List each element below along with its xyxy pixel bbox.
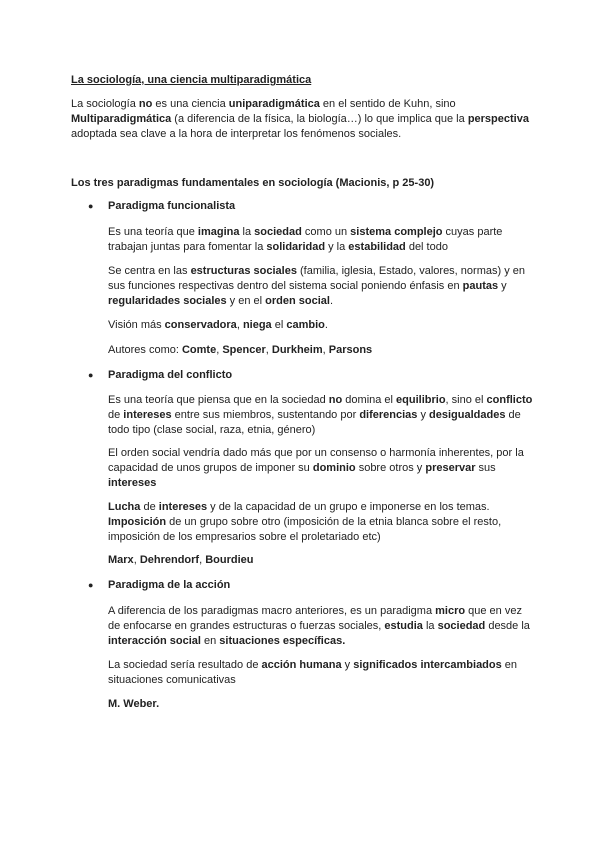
funcionalista-title: Paradigma funcionalista (108, 200, 236, 212)
bold-text: intereses (123, 409, 172, 421)
accion-paragraph-2 (108, 658, 533, 688)
text-run: y en el (226, 295, 266, 307)
text-run: Es una teoría que piensa que en la sociedad (108, 394, 329, 406)
bold-text: conflicto (486, 394, 533, 406)
bold-text: solidaridad (266, 241, 326, 253)
bold-text: estabilidad (348, 241, 406, 253)
bold-text: sistema complejo (350, 226, 443, 238)
text-run: en (200, 635, 220, 647)
funcionalista-paragraph-1 (108, 225, 533, 255)
bold-text: interacción social (108, 635, 201, 647)
text-run: de un grupo sobre otro (imposición de la etnia blanca sobre el resto, imposición de los empresarios sobre el proletariado etc) (108, 516, 502, 543)
bold-text: no (138, 98, 153, 110)
bold-text: pautas (462, 280, 499, 292)
bold-text: imagina (197, 226, 240, 238)
bold-text: situaciones específicas. (219, 635, 346, 647)
text-run: , (133, 554, 140, 566)
funcionalista-paragraph-3 (108, 318, 533, 333)
bold-text: Bourdieu (205, 554, 254, 566)
bold-text: perspectiva (467, 113, 529, 125)
text-run: Se centra en las (108, 265, 191, 277)
bold-text: intereses (158, 501, 208, 513)
bold-text: regularidades sociales (108, 295, 227, 307)
bold-text: uniparadigmática (228, 98, 320, 110)
bold-text: niega (242, 319, 272, 331)
text-run: A diferencia de los paradigmas macro anteriores, es un paradigma (108, 605, 436, 617)
bold-text: preservar (425, 462, 476, 474)
text-run: del todo (405, 241, 448, 253)
accion-paragraph-1 (108, 604, 533, 649)
text-run: la (239, 226, 255, 238)
bold-text: sociedad (437, 620, 486, 632)
bullet-icon: ● (88, 580, 94, 590)
text-run: de (108, 409, 124, 421)
bold-text: acción humana (261, 659, 342, 671)
text-run: como un (301, 226, 351, 238)
bold-text: conservadora (164, 319, 237, 331)
text-run: es una ciencia (152, 98, 229, 110)
text-run: y de la capacidad de un grupo e imponerse en los temas. (207, 501, 490, 513)
bold-text: Parsons (328, 344, 373, 356)
bold-text: estudia (384, 620, 423, 632)
text-run: cuyas parte trabajan juntas para fomentar la (108, 226, 503, 253)
bold-text: Comte (181, 344, 217, 356)
text-run: El orden social vendría dado más que por un consenso o harmonía inherentes, por la capacidad de unos grupos de imponer su (108, 447, 524, 474)
text-run: Autores como: (108, 344, 182, 356)
text-run: sus (475, 462, 496, 474)
bold-text: Lucha (108, 501, 141, 513)
bold-text: sociedad (254, 226, 302, 238)
bold-text: Dehrendorf (139, 554, 200, 566)
bold-text: intereses (108, 477, 157, 489)
bold-text: micro (435, 605, 466, 617)
text-run: . (329, 295, 334, 307)
text-run: , (199, 554, 206, 566)
bold-text: Multiparadigmática (71, 113, 172, 125)
text-run: (familia, iglesia, Estado, valores, normas) y en sus funciones respectivas dentro del sistema social poniendo énfasis en (108, 265, 525, 292)
text-run: de todo tipo (clase social, raza, etnia, género) (108, 409, 521, 436)
bullet-icon: ● (88, 370, 94, 380)
text-run: , (216, 344, 223, 356)
text-run: . (324, 319, 328, 331)
text-run: de (140, 501, 159, 513)
text-run: y (498, 280, 507, 292)
text-run: La sociedad sería resultado de (108, 659, 262, 671)
text-run: Visión más (108, 319, 165, 331)
text-run: en el sentido de Kuhn, sino (319, 98, 456, 110)
text-run: adoptada sea clave a la hora de interpretar los fenómenos sociales. (71, 128, 402, 140)
conflicto-authors (108, 553, 533, 568)
bold-text: Marx (108, 554, 134, 566)
conflicto-title: Paradigma del conflicto (108, 369, 233, 381)
bold-text: cambio (286, 319, 325, 331)
text-run: entre sus miembros, sustentando por (171, 409, 360, 421)
funcionalista-paragraph-2 (108, 264, 533, 309)
text-run: la (422, 620, 438, 632)
bold-text: M. Weber. (108, 698, 160, 710)
text-run: y (341, 659, 354, 671)
bold-text: equilibrio (396, 394, 446, 406)
text-run: y la (325, 241, 349, 253)
text-run: , (265, 344, 272, 356)
intro-paragraph (71, 97, 531, 142)
bold-text: no (328, 394, 343, 406)
document-title: La sociología, una ciencia multiparadigmática (71, 74, 312, 86)
text-run: sobre otros y (355, 462, 426, 474)
text-run: el (271, 319, 287, 331)
bold-text: estructuras sociales (190, 265, 297, 277)
bold-text: Imposición (108, 516, 167, 528)
text-run: domina el (342, 394, 397, 406)
text-run: , (236, 319, 243, 331)
funcionalista-authors (108, 343, 533, 358)
accion-author (108, 697, 533, 712)
section-heading: Los tres paradigmas fundamentales en sociología (Macionis, p 25-30) (71, 177, 435, 189)
text-run: en situaciones comunicativas (108, 659, 518, 686)
text-run: desde la (485, 620, 530, 632)
bold-text: diferencias (359, 409, 418, 421)
conflicto-paragraph-3 (108, 500, 533, 545)
text-run: Es una teoría que (108, 226, 198, 238)
text-run: La sociología (71, 98, 139, 110)
bold-text: Spencer (222, 344, 266, 356)
text-run: , (322, 344, 329, 356)
conflicto-paragraph-2 (108, 446, 533, 491)
text-run: y (417, 409, 430, 421)
bullet-icon: ● (88, 201, 94, 211)
conflicto-paragraph-1 (108, 393, 533, 438)
bold-text: significados intercambiados (353, 659, 502, 671)
text-run: que en vez de enfocarse en grandes estructuras o fuerzas sociales, (108, 605, 522, 632)
text-run: (a diferencia de la física, la biología…) lo que implica que la (171, 113, 468, 125)
accion-title: Paradigma de la acción (108, 579, 231, 591)
bold-text: dominio (312, 462, 356, 474)
bold-text: orden social (265, 295, 330, 307)
text-run: , sino el (445, 394, 487, 406)
bold-text: desigualdades (429, 409, 506, 421)
bold-text: Durkheim (271, 344, 323, 356)
